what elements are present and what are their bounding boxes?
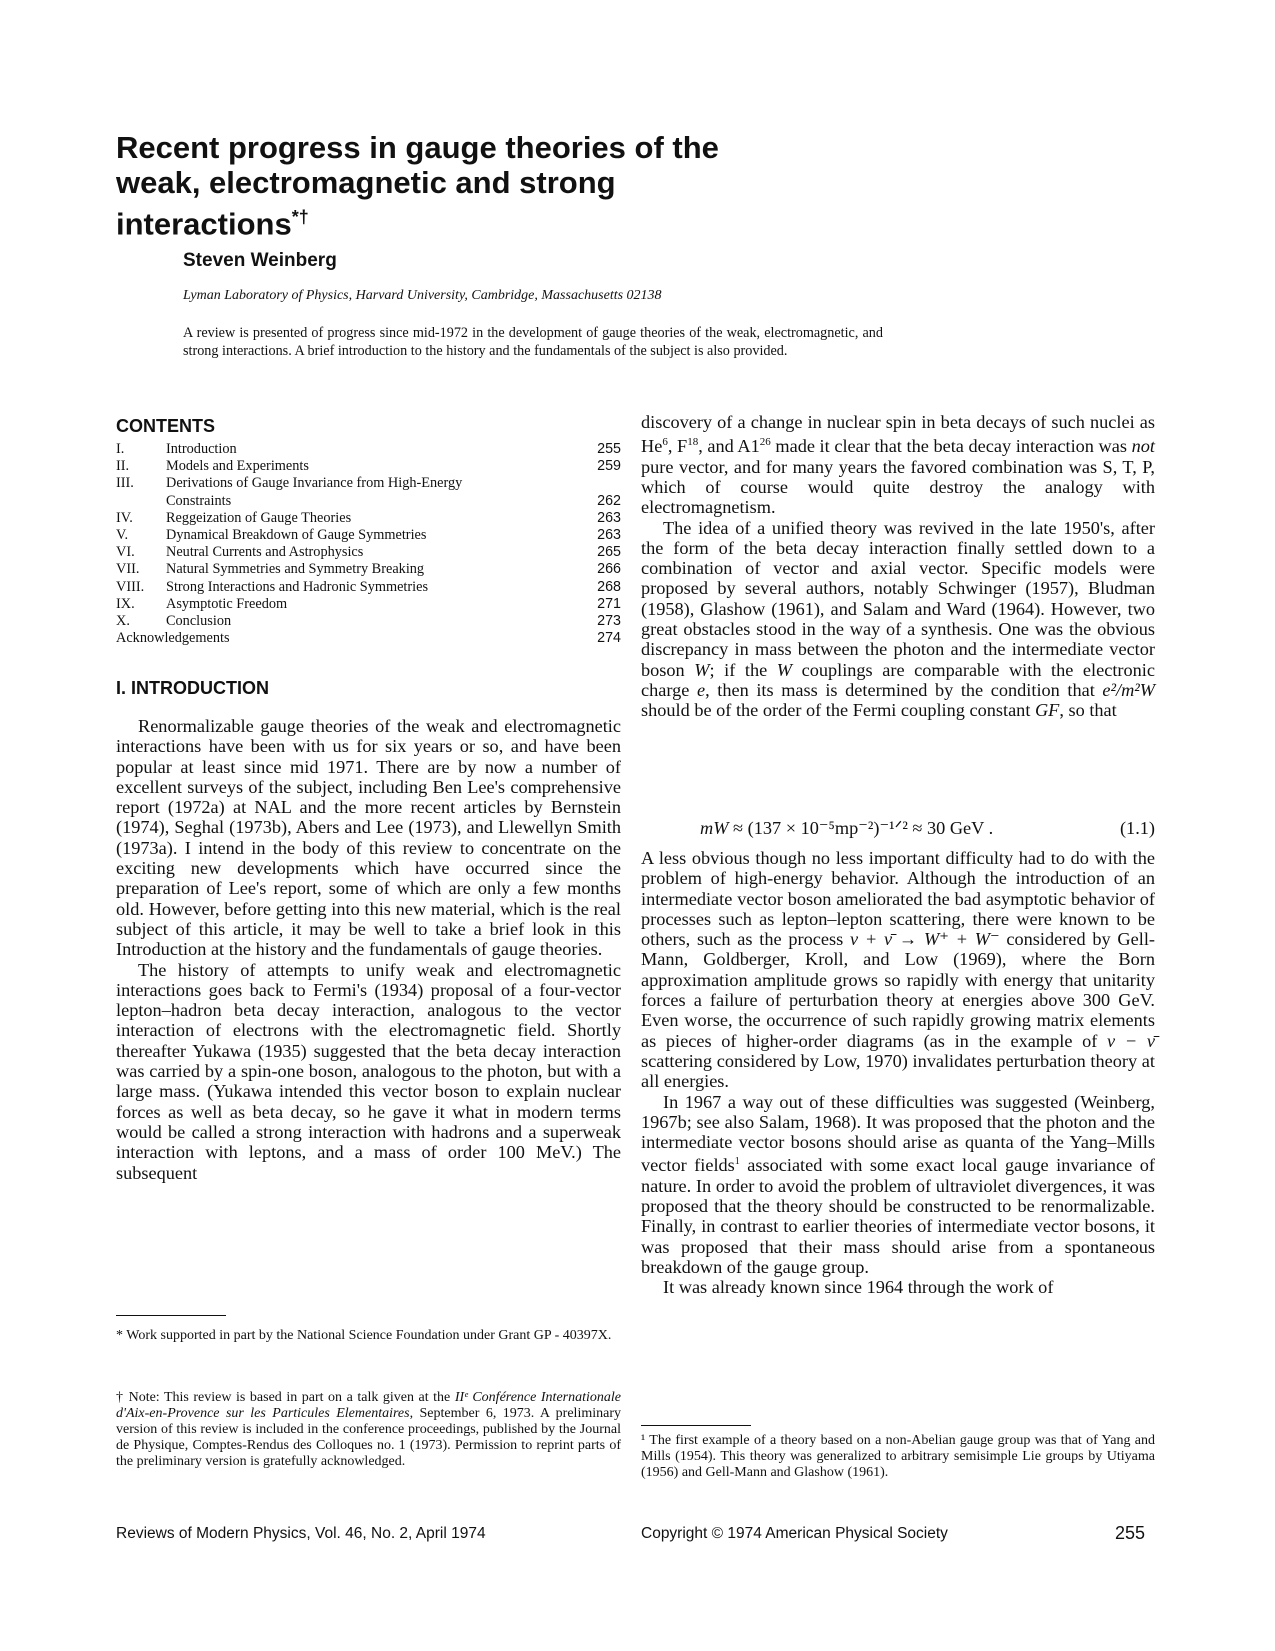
toc-page: 273 bbox=[597, 613, 621, 630]
title-line-3 bbox=[116, 200, 816, 241]
math-symbol: e bbox=[696, 679, 706, 700]
text-run: couplings are comparable with the electronic charge bbox=[641, 659, 1155, 700]
text-run: , F bbox=[667, 436, 688, 457]
toc-title: Introduction bbox=[166, 441, 237, 457]
text-run: A less obvious though no less important difficulty had to do with the problem of high-energy behavior. Although the introduction of an intermediate vector boson ameliorated the bad asymptotic behavior of processes such as lepton–lepton scattering, there were known to be others, such as the process bbox=[641, 848, 1155, 950]
toc-title: Acknowledgements bbox=[116, 630, 230, 647]
right-column-body-bottom bbox=[641, 848, 1155, 1298]
math-expression: ν − ν̄ bbox=[1107, 1030, 1155, 1051]
toc-title: Asymptotic Freedom bbox=[166, 595, 288, 612]
footnote-ref: 1 bbox=[734, 1156, 740, 1168]
toc-title: Strong Interactions and Hadronic Symmetries bbox=[166, 578, 429, 595]
toc-title: Conclusion bbox=[166, 613, 232, 630]
toc-page: 266 bbox=[597, 561, 621, 578]
title-line-3-text: interactions bbox=[116, 206, 292, 242]
copyright-notice: Copyright © 1974 American Physical Society bbox=[641, 1525, 948, 1542]
article-title bbox=[116, 130, 816, 241]
toc-page: 265 bbox=[597, 544, 621, 561]
toc-row bbox=[116, 527, 621, 544]
footnote-star bbox=[116, 1328, 621, 1344]
toc-row bbox=[116, 544, 621, 561]
math-expression: ν + ν̄ → W⁺ + W⁻ bbox=[850, 929, 1000, 950]
title-line-2: weak, electromagnetic and strong bbox=[116, 165, 616, 200]
text-run: scattering considered by Low, 1970) invalidates perturbation theory at all energies. bbox=[641, 1050, 1155, 1092]
toc-number: III. bbox=[116, 475, 134, 492]
toc-title: Reggeization of Gauge Theories bbox=[166, 509, 352, 526]
toc-row bbox=[116, 441, 621, 458]
toc-page: 263 bbox=[597, 509, 621, 526]
title-line-1: Recent progress in gauge theories of the bbox=[116, 130, 719, 165]
text-run: made it clear that the beta decay interaction was bbox=[770, 436, 1132, 457]
contents-heading: CONTENTS bbox=[116, 416, 215, 436]
toc-page: 274 bbox=[597, 630, 621, 647]
toc-page: 255 bbox=[597, 441, 621, 457]
equation-1-1 bbox=[700, 818, 1155, 839]
toc-number: VIII. bbox=[116, 578, 145, 595]
toc-number: VII. bbox=[116, 561, 140, 578]
toc-row bbox=[116, 561, 621, 578]
text-run: In 1967 a way out of these difficulties was suggested (Weinberg, 1967b; see also Salam, 1968). It was proposed that the photon and the intermediate vector bosons should arise as quanta of the Yang–Mills vector fields bbox=[641, 1091, 1155, 1176]
text-run: pure vector, and for many years the favored combination was S, T, P, which of course would quite destroy the analogy with electromagnetism. bbox=[641, 456, 1155, 518]
paragraph: Renormalizable gauge theories of the weak and electromagnetic interactions have been with us for six years or so, and have been popular at least since mid 1971. There are by now a number of excellent surveys of the subject, including Ben Lee's comprehensive report (1972a) at NAL and the more recent articles by Bernstein (1974), Seghal (1973b), Abers and Lee (1973), and Llewellyn Smith (1973a). I intend in the body of this review to concentrate on the exciting new developments which have occurred since the preparation of Lee's report, some of which are only a few months old. However, before getting into this new material, which is the real subject of this article, it may be well to take a brief look in this Introduction at the history and the fundamentals of gauge theories. bbox=[116, 716, 621, 960]
text-run: , September 6, 1973. A preliminary version of this review is included in the conference proceedings, published by the Journal de Physique, Comptes-Rendus des Colloques no. 1 (1973). Permission to reprint parts of the preliminary version is gratefully acknowledged. bbox=[116, 1406, 621, 1469]
text-run: , then its mass is determined by the condition that bbox=[705, 679, 1103, 700]
toc-row bbox=[116, 613, 621, 630]
abstract: A review is presented of progress since mid-1972 in the development of gauge theories of the weak, electromagnetic, and strong interactions. A brief introduction to the history and the fundamentals of the subject is also provided. bbox=[183, 325, 883, 359]
toc-row bbox=[116, 458, 621, 475]
math-symbol: GF bbox=[1034, 700, 1060, 721]
toc-row bbox=[116, 510, 621, 527]
toc-row bbox=[116, 475, 621, 492]
math-expression: e²/m²W bbox=[1102, 679, 1156, 700]
superscript: 26 bbox=[759, 436, 771, 449]
toc-title: Derivations of Gauge Invariance from High-Energy bbox=[166, 475, 463, 492]
journal-citation: Reviews of Modern Physics, Vol. 46, No. 2, April 1974 bbox=[116, 1525, 486, 1542]
toc-title: Neutral Currents and Astrophysics bbox=[166, 544, 364, 561]
footnote-one bbox=[641, 1433, 1155, 1481]
footnote-text bbox=[116, 1390, 621, 1470]
toc-page: 271 bbox=[597, 595, 621, 612]
text-run: , so that bbox=[1059, 700, 1117, 721]
toc-number: IX. bbox=[116, 595, 135, 612]
toc-page: 259 bbox=[597, 458, 621, 475]
toc-row bbox=[116, 630, 621, 647]
footnote-text: * Work supported in part by the National Science Foundation under Grant GP - 40397X. bbox=[116, 1328, 612, 1343]
toc-row bbox=[116, 579, 621, 596]
text-run: associated with some exact local gauge invariance of nature. In order to avoid the problem of ultraviolet divergences, it was proposed that the theory should be constructed to be renormalizable. Finally, in contrast to earlier theories of intermediate vector bosons, it was proposed that their mass should arise from a spontaneous breakdown of the gauge group. bbox=[641, 1155, 1155, 1278]
toc-page: 268 bbox=[597, 578, 621, 595]
affiliation: Lyman Laboratory of Physics, Harvard University, Cambridge, Massachusetts 02138 bbox=[183, 288, 662, 303]
toc-page: 263 bbox=[597, 527, 621, 544]
toc-title: Natural Symmetries and Symmetry Breaking bbox=[166, 561, 425, 578]
text-run: should be of the order of the Fermi coupling constant bbox=[641, 700, 1035, 721]
left-column-body bbox=[116, 716, 621, 1183]
equation-body: ≈ (137 × 10⁻⁵mp⁻²)⁻¹ᐟ² ≈ 30 GeV . bbox=[728, 818, 994, 838]
toc-title: Models and Experiments bbox=[166, 458, 309, 475]
emphasis: not bbox=[1131, 436, 1155, 457]
title-footnote-marks: *† bbox=[291, 207, 309, 227]
toc-number: X. bbox=[116, 613, 130, 630]
paragraph: The history of attempts to unify weak and electromagnetic interactions goes back to Fermi's (1934) proposal of a four-vector lepton–hadron beta decay interaction, analogous to the vector interaction of electrons with the electromagnetic field. Shortly thereafter Yukawa (1935) suggested that the beta decay interaction was carried by a spin-one boson, analogous to the photon, but with a large mass. (Yukawa intended this vector boson to explain nuclear forces as well as beta decay, so he gave it what in modern terms would be called a strong interaction with hadrons and a superweak interaction with leptons, and a mass of order 100 MeV.) The subsequent bbox=[116, 959, 621, 1183]
paragraph: It was already known since 1964 through the work of bbox=[663, 1277, 1054, 1298]
paragraph bbox=[641, 412, 1155, 518]
toc-number: II. bbox=[116, 458, 130, 475]
text-run: considered by Gell-Mann, Goldberger, Kroll, and Low (1969), where the Born approximation amplitude grows so rapidly with energy that unitarity forces a failure of perturbation theory at energies above 300 GeV. Even worse, the occurrence of such rapidly growing matrix elements as pieces of higher-order diagrams (as in the example of bbox=[641, 929, 1155, 1051]
equation-lhs: mW bbox=[700, 818, 729, 838]
toc-page: 262 bbox=[597, 492, 621, 509]
toc-number: I. bbox=[116, 441, 125, 457]
text-run: ; if the bbox=[709, 659, 777, 680]
text-run: The idea of a unified theory was revived in the late 1950's, after the form of the beta decay interaction finally settled down to a combination of vector and axial vector. Specific models were proposed by several authors, notably Schwinger (1957), Bludman (1958), Glashow (1961), and Salam and Ward (1964). However, two great obstacles stood in the way of a synthesis. One was the obvious discrepancy in mass between the photon and the intermediate vector boson bbox=[641, 517, 1155, 680]
right-column-body-top bbox=[641, 412, 1155, 721]
text-run: , and A1 bbox=[698, 436, 760, 457]
superscript: 6 bbox=[662, 436, 668, 449]
toc-row bbox=[116, 596, 621, 613]
toc-number: V. bbox=[116, 527, 129, 544]
toc-title: Constraints bbox=[166, 492, 232, 509]
toc-row bbox=[116, 493, 621, 510]
math-symbol: W bbox=[776, 659, 793, 680]
toc-number: IV. bbox=[116, 509, 133, 526]
text-run: discovery of a change in nuclear spin in beta decays of such nuclei as He bbox=[641, 412, 1155, 457]
toc-page bbox=[581, 475, 621, 492]
superscript: 18 bbox=[687, 436, 699, 449]
text-run: † Note: This review is based in part on a talk given at the bbox=[116, 1390, 455, 1405]
paragraph bbox=[641, 518, 1155, 721]
footnote-rule-right bbox=[641, 1425, 751, 1426]
emphasis: IIᵉ Conférence Internationale d'Aix-en-Provence sur les Particules Elementaires bbox=[116, 1390, 621, 1421]
math-symbol: W bbox=[694, 659, 710, 680]
toc-number: VI. bbox=[116, 544, 135, 561]
table-of-contents bbox=[116, 441, 621, 647]
paragraph bbox=[641, 848, 1155, 1092]
paragraph bbox=[641, 1092, 1155, 1278]
footnote-dagger bbox=[116, 1390, 621, 1470]
footnote-rule-left bbox=[116, 1315, 226, 1316]
section-heading-introduction: I. INTRODUCTION bbox=[116, 678, 269, 698]
footnote-text: ¹ The first example of a theory based on a non-Abelian gauge group was that of Yang and Mills (1954). This theory was generalized to arbitrary semisimple Lie groups by Utiyama (1956) and Gell-Mann and Glashow (1961). bbox=[641, 1433, 1155, 1480]
toc-number bbox=[116, 493, 166, 510]
page-number: 255 bbox=[1115, 1523, 1146, 1543]
equation-number: (1.1) bbox=[1119, 818, 1155, 838]
toc-title: Dynamical Breakdown of Gauge Symmetries bbox=[166, 527, 427, 544]
author-name: Steven Weinberg bbox=[183, 250, 337, 271]
